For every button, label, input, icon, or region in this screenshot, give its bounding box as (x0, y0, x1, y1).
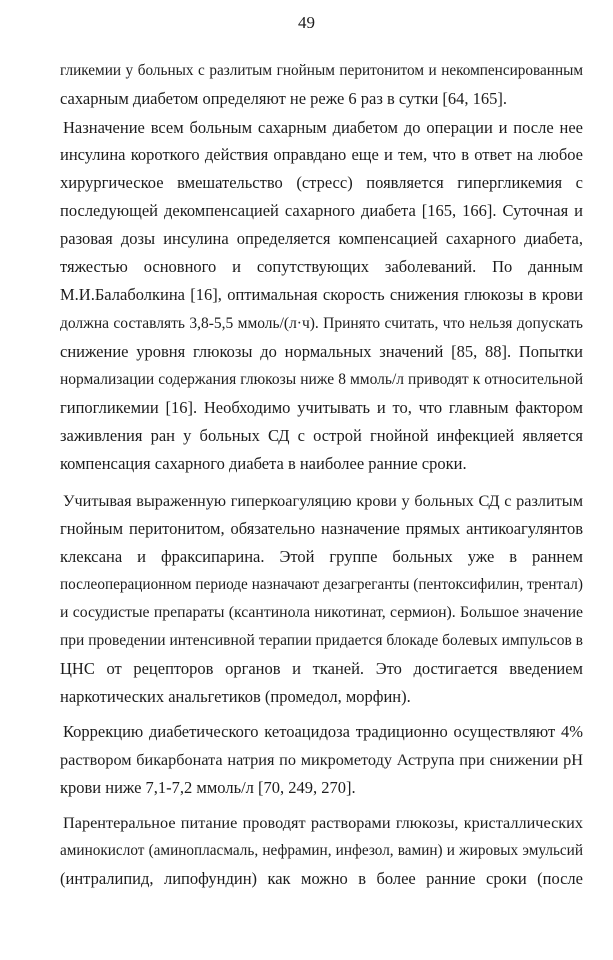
page-number: 49 (298, 13, 315, 32)
text-line: должна составлять 3,8-5,5 ммоль/(л·ч). Принято считать, что нельзя допускать (60, 315, 583, 332)
text-line: гипогликемии [16]. Необходимо учитывать и то, что главным фактором (60, 398, 583, 417)
text-line: ЦНС от рецепторов органов и тканей. Это достигается введением (60, 659, 583, 678)
text-line: гликемии у больных с разлитым гнойным перитонитом и некомпенсированным (60, 62, 583, 79)
text-line: компенсация сахарного диабета в наиболее ранние сроки. (60, 454, 467, 473)
text-line: (интралипид, липофундин) как можно в более ранние сроки (после (60, 869, 583, 888)
text-line: Назначение всем больным сахарным диабетом до операции и после нее (63, 118, 583, 137)
text-line: последующей декомпенсацией сахарного диабета [165, 166]. Суточная и (60, 201, 583, 220)
text-line: раствором бикарбоната натрия по микрометоду Аструпа при снижении pH (60, 751, 583, 769)
text-line: тяжестью основного и сопутствующих заболеваний. По данным (60, 257, 583, 276)
text-line: и сосудистые препараты (ксантинола никотинат, сермион). Большое значение (60, 604, 583, 621)
text-line: аминокислот (аминопласмаль, нефрамин, инфезол, вамин) и жировых эмульсий (60, 842, 583, 859)
text-line: крови ниже 7,1-7,2 ммоль/л [70, 249, 270]. (60, 778, 356, 797)
text-line: инсулина короткого действия оправдано еще и тем, что в ответ на любое (60, 145, 583, 164)
text-line: Парентеральное питание проводят растворами глюкозы, кристаллических (63, 814, 583, 832)
text-line: Учитывая выраженную гиперкоагуляцию крови у больных СД с разлитым (63, 492, 583, 510)
text-line: снижение уровня глюкозы до нормальных значений [85, 88]. Попытки (60, 342, 583, 361)
text-line: послеоперационном периоде назначают дезагреганты (пентоксифилин, трентал) (60, 576, 583, 593)
text-line: наркотических анальгетиков (промедол, морфин). (60, 687, 411, 706)
text-line: нормализации содержания глюкозы ниже 8 ммоль/л приводят к относительной (60, 371, 583, 388)
text-line: гнойным перитонитом, обязательно назначение прямых антикоагулянтов (60, 519, 583, 538)
text-line: разовая дозы инсулина определяется компенсацией сахарного диабета, (60, 229, 583, 248)
text-line: сахарным диабетом определяют не реже 6 раз в сутки [64, 165]. (60, 89, 508, 108)
text-line: заживления ран у больных СД с острой гнойной инфекцией является (60, 426, 583, 445)
text-line: клексана и фраксипарина. Этой группе больных уже в раннем (60, 547, 583, 566)
text-line: Коррекцию диабетического кетоацидоза традиционно осуществляют 4% (63, 722, 583, 741)
text-line: при проведении интенсивной терапии придается блокаде болевых импульсов в (60, 632, 583, 649)
text-line: М.И.Балаболкина [16], оптимальная скорость снижения глюкозы в крови (60, 285, 583, 304)
text-line: хирургическое вмешательство (стресс) появляется гипергликемия с (60, 173, 583, 192)
